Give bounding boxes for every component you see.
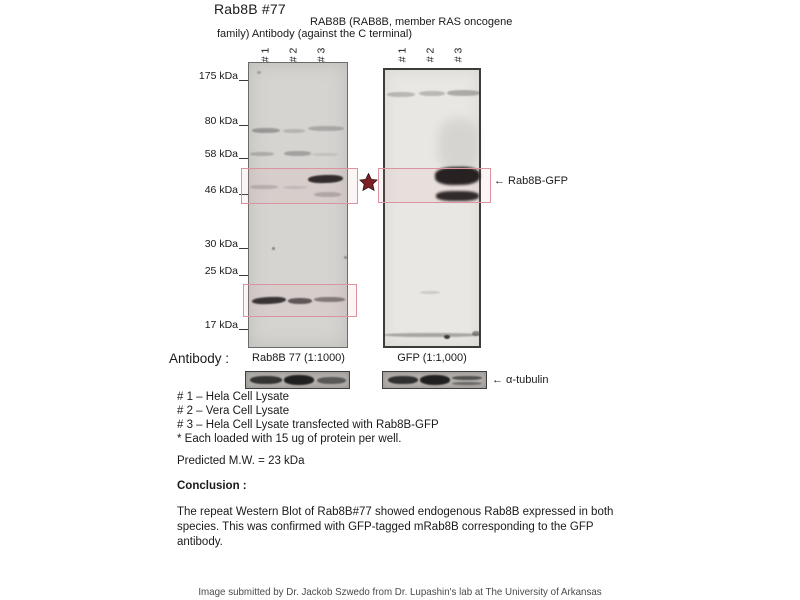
mw-tick xyxy=(239,275,248,276)
star-shape xyxy=(360,173,377,190)
band xyxy=(283,129,305,133)
band xyxy=(252,128,280,133)
band xyxy=(308,126,344,131)
lane-label-text: # 3 xyxy=(314,47,327,63)
antibody-left-panel-label: Rab8B 77 (1:1000) xyxy=(252,352,345,364)
antibody-row-label: Antibody : xyxy=(169,351,230,366)
star-icon xyxy=(359,173,378,192)
band xyxy=(284,151,311,156)
speckle xyxy=(472,331,480,336)
speckle xyxy=(257,71,261,74)
lane3-smear xyxy=(438,118,478,173)
tubulin-band xyxy=(420,375,450,385)
mw-marker-58: 58 kDa xyxy=(204,148,238,160)
tubulin-band xyxy=(250,376,282,384)
lane-label-right-2 xyxy=(417,33,443,61)
rab8b-gfp-band-label: ← Rab8B-GFP xyxy=(494,175,568,187)
tubulin-band xyxy=(452,382,482,385)
band xyxy=(447,90,480,96)
speckle xyxy=(344,256,347,259)
antibody-subtitle-line2: family) Antibody (against the C terminal) xyxy=(217,28,413,40)
band xyxy=(250,152,274,156)
tubulin-band xyxy=(317,377,346,384)
mw-marker-80: 80 kDa xyxy=(204,115,238,127)
band xyxy=(387,92,415,97)
speckle xyxy=(272,247,275,250)
mw-tick xyxy=(239,80,248,81)
legend-loading-note: * Each loaded with 15 ug of protein per well. xyxy=(177,433,402,445)
lane-label-text: # 1 xyxy=(395,47,408,63)
mw-marker-175: 175 kDa xyxy=(198,70,238,82)
lane-label-right-1 xyxy=(389,33,415,61)
highlight-box-left xyxy=(241,168,358,204)
conclusion-body: The repeat Western Blot of Rab8B#77 showed endogenous Rab8B expressed in both species. This was confirmed with GFP-tagged mRab8B corresponding to the GFP antibody. xyxy=(177,506,614,548)
lane-label-right-3 xyxy=(445,33,471,61)
figure-title: Rab8B #77 xyxy=(214,1,286,17)
lane-label-left-3 xyxy=(308,33,334,61)
tubulin-band xyxy=(452,376,482,380)
lane-label-left-1 xyxy=(252,33,278,61)
lane-label-text: # 2 xyxy=(423,47,436,63)
mw-marker-30: 30 kDa xyxy=(204,238,238,250)
speckle xyxy=(444,335,450,339)
mw-marker-25: 25 kDa xyxy=(204,265,238,277)
mw-marker-17: 17 kDa xyxy=(204,319,238,331)
antibody-right-panel-label: GFP (1:1,000) xyxy=(397,352,467,364)
mw-tick xyxy=(239,158,248,159)
band xyxy=(312,153,338,156)
image-credit: Image submitted by Dr. Jackob Szwedo from Dr. Lupashin's lab at The University of Arkansas xyxy=(198,586,602,598)
blot-panel-gfp xyxy=(383,68,481,348)
band xyxy=(419,91,445,96)
antibody-subtitle-line1: RAB8B (RAB8B, member RAS oncogene xyxy=(310,16,513,28)
mw-tick xyxy=(239,125,248,126)
highlight-box-right xyxy=(378,168,491,203)
mw-tick xyxy=(239,248,248,249)
band xyxy=(420,291,440,294)
alpha-tubulin-label: ← α-tubulin xyxy=(492,374,549,386)
lane-label-left-2 xyxy=(280,33,306,61)
conclusion-heading: Conclusion : xyxy=(177,480,247,492)
highlight-box-lower xyxy=(243,284,357,317)
predicted-mw: Predicted M.W. = 23 kDa xyxy=(177,455,305,467)
tubulin-band xyxy=(284,375,314,385)
mw-tick xyxy=(239,329,248,330)
legend-lane3: # 3 – Hela Cell Lysate transfected with Rab8B-GFP xyxy=(177,419,439,431)
lane-label-text: # 2 xyxy=(286,47,299,63)
lane-label-text: # 3 xyxy=(451,47,464,63)
legend-lane1: # 1 – Hela Cell Lysate xyxy=(177,391,290,403)
mw-marker-46: 46 kDa xyxy=(204,184,238,196)
tubulin-band xyxy=(388,376,418,384)
lane-label-text: # 1 xyxy=(258,47,271,63)
legend-lane2: # 2 – Vera Cell Lysate xyxy=(177,405,290,417)
gel-front-streak xyxy=(384,333,480,337)
